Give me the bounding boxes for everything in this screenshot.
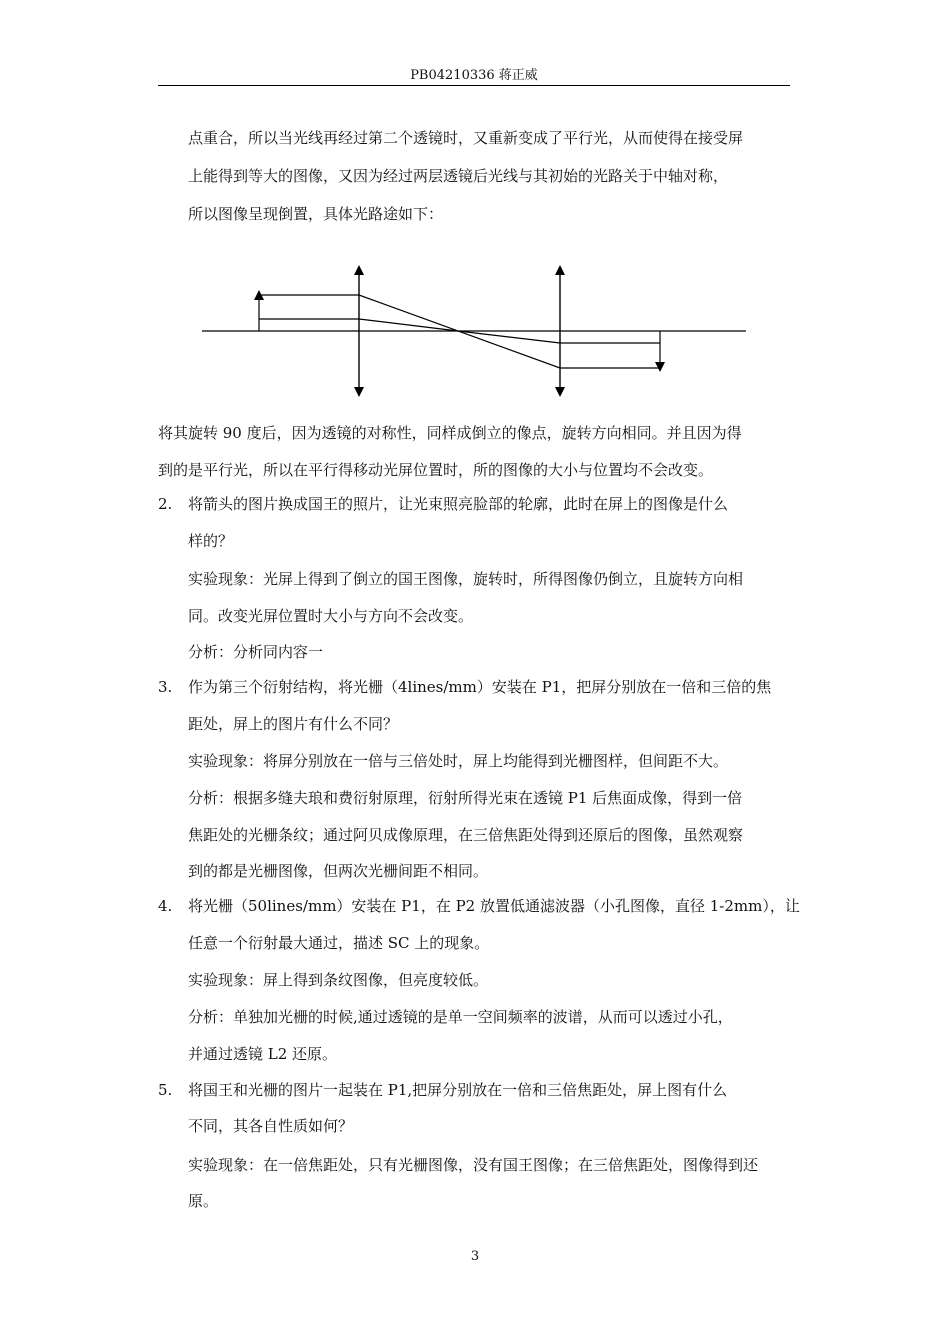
intro-line-3: 所以图像呈现倒置，具体光路途如下： <box>188 205 444 223</box>
item-number: 3. <box>158 678 173 696</box>
item-detail-line: 实验现象：将屏分别放在一倍与三倍处时，屏上均能得到光栅图样，但间距不大。 <box>188 752 729 770</box>
item-number: 5. <box>158 1081 173 1099</box>
item-detail-line: 分析：分析同内容一 <box>188 643 324 661</box>
item-detail-line: 焦距处的光栅条纹；通过阿贝成像原理，在三倍焦距处得到还原后的图像，虽然观察 <box>188 826 744 844</box>
intro-line-2: 上能得到等大的图像，又因为经过两层透镜后光线与其初始的光路关于中轴对称， <box>188 167 729 185</box>
item-question-line: 将光栅（50lines/mm）安装在 P1，在 P2 放置低通滤波器（小孔图像，直径 1-2mm），让 <box>188 897 800 915</box>
item-question-line: 不同，其各自性质如何？ <box>188 1117 354 1135</box>
item-question-line: 作为第三个衍射结构，将光栅（4lines/mm）安装在 P1，把屏分别放在一倍和三倍的焦 <box>188 678 772 696</box>
intro-line-1: 点重合，所以当光线再经过第二个透镜时，又重新变成了平行光，从而使得在接受屏 <box>188 129 744 147</box>
after-figure-line-2: 到的是平行光，所以在平行得移动光屏位置时，所的图像的大小与位置均不会改变。 <box>158 461 714 479</box>
item-detail-line: 分析：根据多缝夫琅和费衍射原理，衍射所得光束在透镜 P1 后焦面成像，得到一倍 <box>188 789 743 807</box>
item-detail-line: 实验现象：光屏上得到了倒立的国王图像，旋转时，所得图像仍倒立，且旋转方向相 <box>188 570 744 588</box>
item-question-line: 将国王和光栅的图片一起装在 P1,把屏分别放在一倍和三倍焦距处，屏上图有什么 <box>188 1081 728 1099</box>
item-question-line: 样的？ <box>188 532 234 550</box>
item-question-line: 将箭头的图片换成国王的照片，让光束照亮脸部的轮廓，此时在屏上的图像是什么 <box>188 495 729 513</box>
item-question-line: 任意一个衍射最大通过，描述 SC 上的现象。 <box>188 934 490 952</box>
after-figure-line-1: 将其旋转 90 度后，因为透镜的对称性，同样成倒立的像点，旋转方向相同。并且因为得 <box>158 424 742 442</box>
item-detail-line: 并通过透镜 L2 还原。 <box>188 1045 338 1063</box>
item-detail-line: 实验现象：在一倍焦距处，只有光栅图像，没有国王图像；在三倍焦距处，图像得到还 <box>188 1156 759 1174</box>
item-number: 2. <box>158 495 173 513</box>
item-detail-line: 到的都是光栅图像，但两次光栅间距不相同。 <box>188 862 489 880</box>
item-detail-line: 原。 <box>188 1192 219 1210</box>
page-header: PB04210336 蒋正威 <box>410 68 538 83</box>
page-number: 3 <box>470 1249 480 1264</box>
item-question-line: 距处，屏上的图片有什么不同？ <box>188 715 399 733</box>
item-detail-line: 同。改变光屏位置时大小与方向不会改变。 <box>188 607 474 625</box>
item-detail-line: 分析：单独加光栅的时候,通过透镜的是单一空间频率的波谱，从而可以透过小孔， <box>188 1008 733 1026</box>
item-detail-line: 实验现象：屏上得到条纹图像，但亮度较低。 <box>188 971 489 989</box>
item-number: 4. <box>158 897 173 915</box>
